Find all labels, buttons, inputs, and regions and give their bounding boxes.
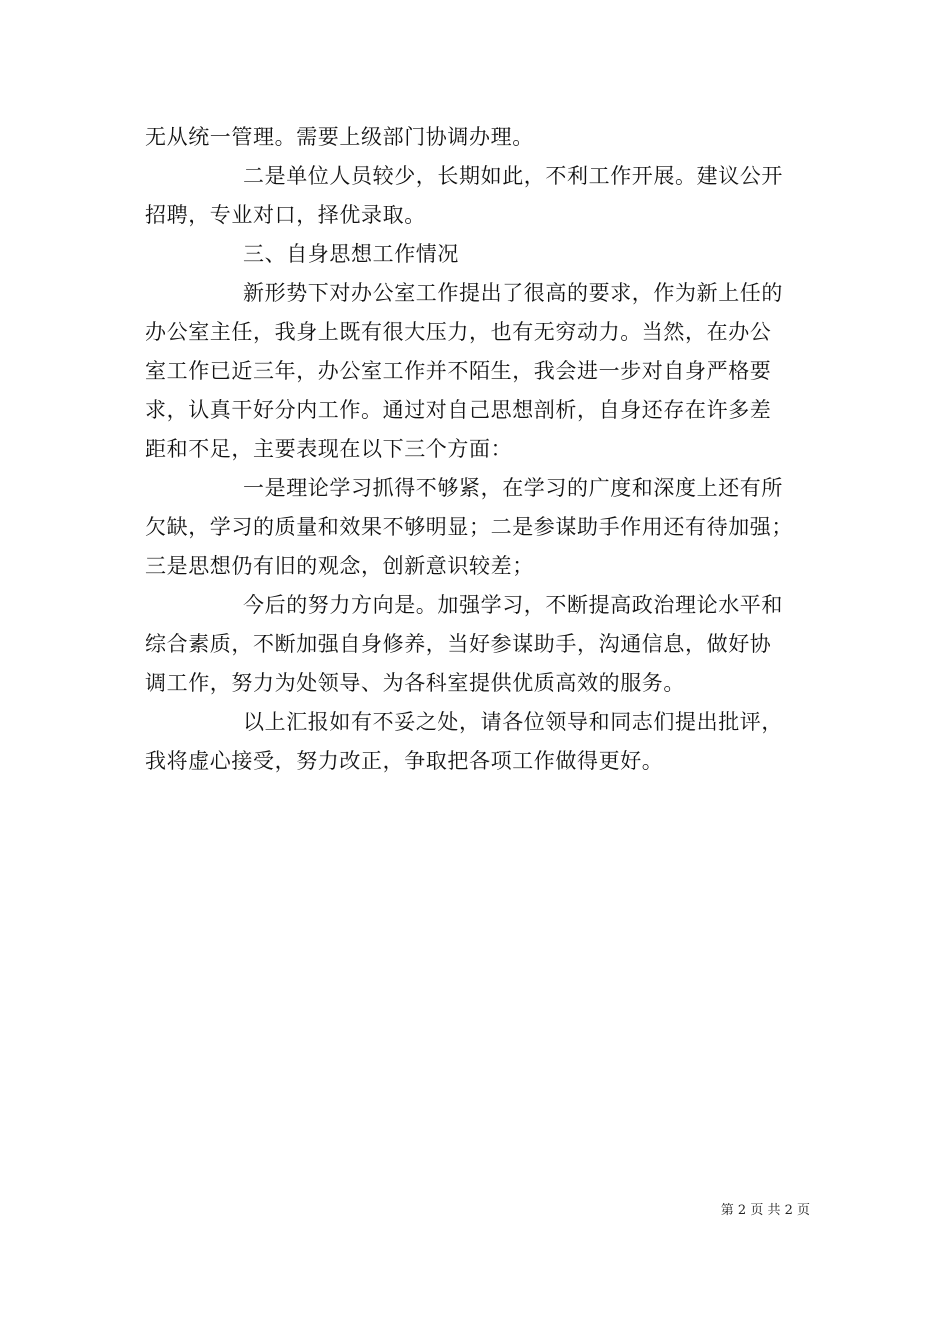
text-line: 调工作，努力为处领导、为各科室提供优质高效的服务。 xyxy=(145,671,685,695)
text-line: 无从统一管理。需要上级部门协调办理。 xyxy=(145,125,534,149)
text-line: 我将虚心接受，努力改正，争取把各项工作做得更好。 xyxy=(145,749,664,773)
text-line: 三是思想仍有旧的观念，创新意识较差； xyxy=(145,554,534,578)
page-number-footer: 第 2 页 共 2 页 xyxy=(720,1203,810,1218)
text-line: 办公室主任，我身上既有很大压力，也有无穷动力。当然，在办公 xyxy=(145,320,772,344)
section-heading: 三、自身思想工作情况 xyxy=(243,242,459,266)
text-line: 一是理论学习抓得不够紧，在学习的广度和深度上还有所 xyxy=(243,476,783,500)
text-line: 招聘，专业对口，择优录取。 xyxy=(145,203,426,227)
text-line: 综合素质，不断加强自身修养，当好参谋助手，沟通信息，做好协 xyxy=(145,632,772,656)
text-line: 求，认真干好分内工作。通过对自己思想剖析，自身还存在许多差 xyxy=(145,398,772,422)
document-body xyxy=(145,118,817,781)
text-line: 新形势下对办公室工作提出了很高的要求，作为新上任的 xyxy=(243,281,783,305)
text-line: 以上汇报如有不妥之处，请各位领导和同志们提出批评， xyxy=(243,710,783,734)
text-line: 二是单位人员较少，长期如此，不利工作开展。建议公开 xyxy=(243,164,783,188)
text-line: 室工作已近三年，办公室工作并不陌生，我会进一步对自身严格要 xyxy=(145,359,772,383)
text-line: 距和不足，主要表现在以下三个方面： xyxy=(145,437,513,461)
text-line: 欠缺，学习的质量和效果不够明显；二是参谋助手作用还有待加强； xyxy=(145,515,793,539)
text-line: 今后的努力方向是。加强学习，不断提高政治理论水平和 xyxy=(243,593,783,617)
